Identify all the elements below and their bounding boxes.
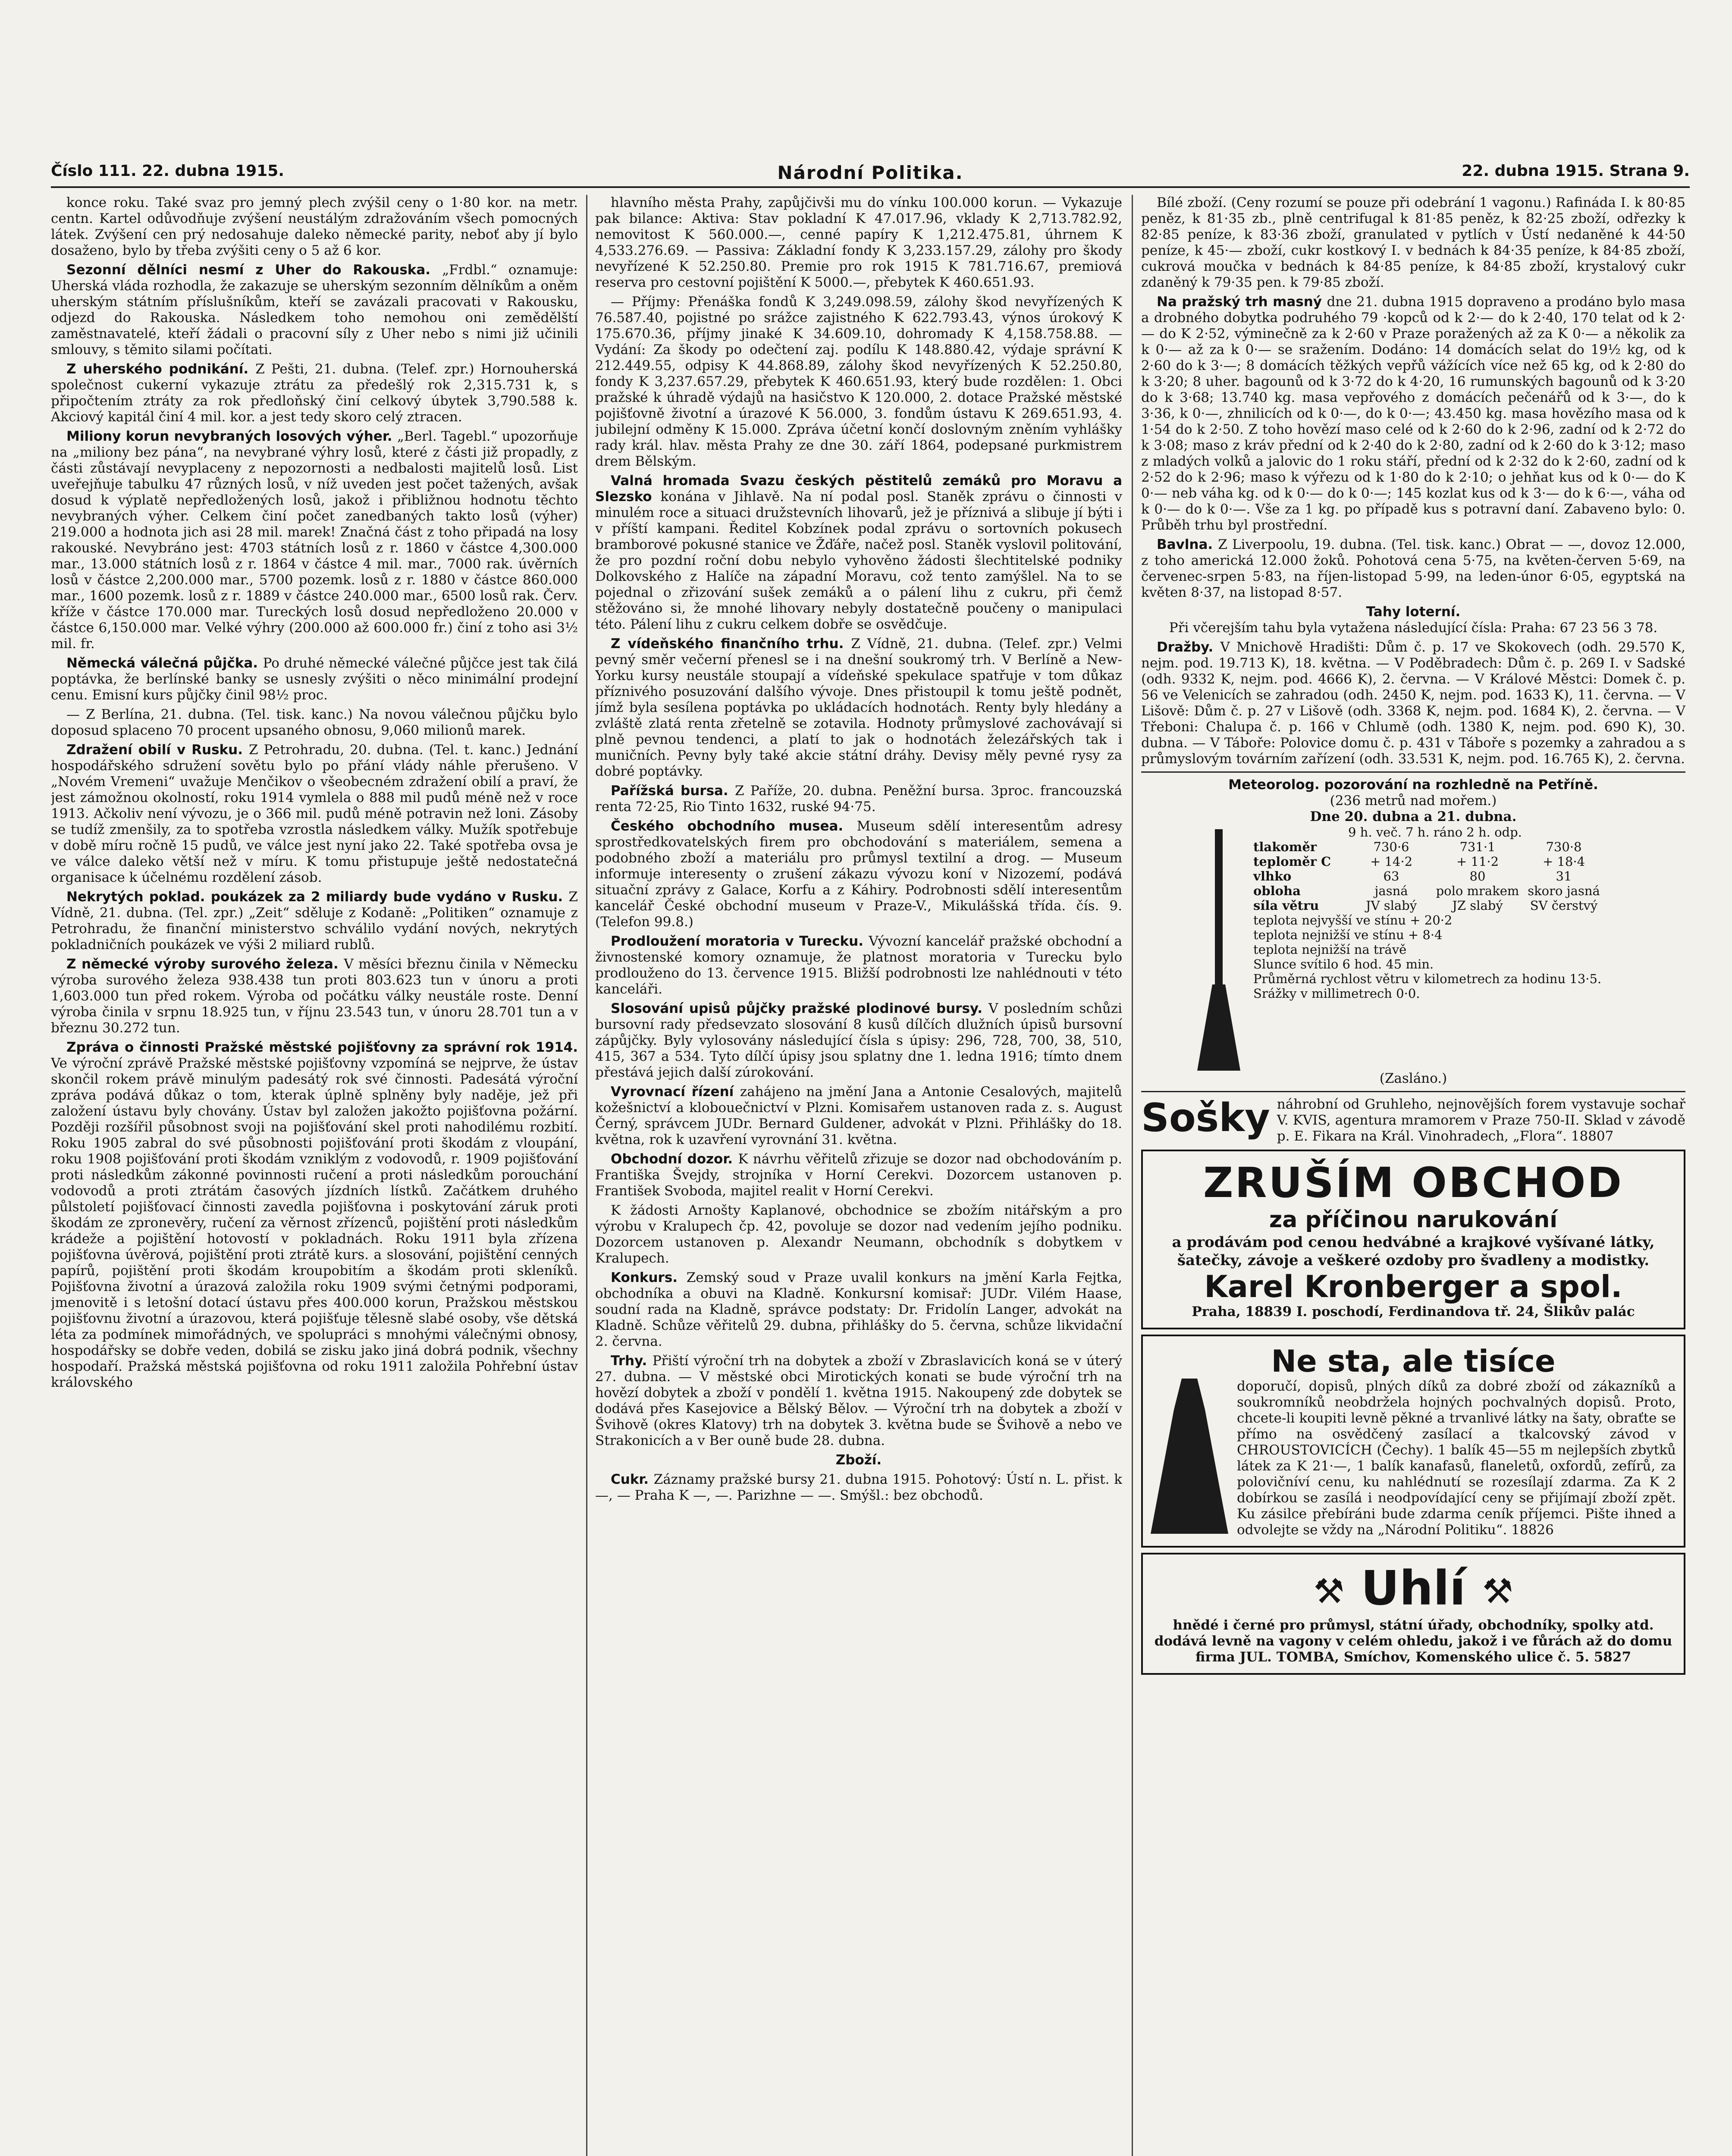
- article-paragraph: [595, 473, 1122, 633]
- article-heading: Sezonní dělníci nesmí z Uher do Rakouska.: [66, 262, 442, 278]
- article-paragraph: [1141, 537, 1685, 601]
- weather-row: oblohа jasná polo mrakem skoro jasná: [1253, 884, 1600, 898]
- article-text: Při včerejším tahu byla vytažena následující čísla: Praha: 67 23 56 3 78.: [1169, 620, 1658, 636]
- article-paragraph: [595, 636, 1122, 780]
- article-text: Z Pešti, 21. dubna. (Telef. zpr.) Hornouherská společnost cukerní vykazuje ztrátu za předešlý rok 2,315.731 k, s připočtením ztráty za rok předloňský činí celkový úbytek 3,790.588 k. Akciový kapitál činí 4 mil. kor. a jest tedy skoro celý ztracen.: [51, 361, 578, 425]
- ad-sosky: [1141, 1097, 1685, 1144]
- ad-nesta-text: doporučí, dopisů, plných díků za dobré zboží od zákazníků a soukromníků neobdržela hojných pochvalných dopisů. Proto, chcete-li koupiti levně pěkné a trvanlivé látky na šaty, obraťte se přímo na osvědčený zasílací a tkalcovský závod v CHROUSTOVICÍCH (Čechy). 1 balík 45—55 m nejlepších zbytků látek za K 21·—, 1 balík kanafasů, flaneletů, oxfordů, zefírů, za polovičníví cenu, ku nahlédnutí se rozesílají zdarma. Za K 2 dobírkou se zasílá i neodpovídající ceny se přijímají zboží zpět. Ku zásilce přebíráni bude zdarma ceník příjemci. Pište ihned a odvolejte se vždy na „Národní Politiku“. 18826: [1237, 1379, 1676, 1538]
- article-text: „Frdbl.“ oznamuje: Uherská vláda rozhodla, že zakazuje se uherským sezonním dělníkům a oněm uherským státním příslušníkům, kteří se zavázali pracovati v Rakousku, odjezd do Rakouska. Následkem toho nemohou oni zemědělští zaměstnavatelé, kteří žádali o pracovní síly z Uher nebo s nimi již učinili smlouvy, s těmito silami počítati.: [51, 262, 578, 357]
- article-paragraph: [51, 655, 578, 703]
- section-heading: Zboží.: [835, 1452, 882, 1468]
- article-text: Přiští výroční trh na dobytek a zboží v Zbraslavicích koná se v úterý 27. dubna. — V městské obci Mirotických konati se bude výroční trh na hovězí dobytek a zboží v pondělí 1. května 1915. Nakoupený zde dobytek se dodává přes Kasejovice a Bělský Bělov. — Výroční trh na dobytek a zboží v Švihově (okres Klatovy) trh na dobytek 3. května bude se Švihově a nebo ve Strakonicích a v Ber ouně bude 28. dubna.: [595, 1353, 1122, 1448]
- article-text: — Z Berlína, 21. dubna. (Tel. tisk. kanc.) Na novou válečnou půjčku bylo doposud splaceno 70 procent upsaného obnosu, 9,060 milionů marek.: [51, 707, 578, 738]
- article-text: V posledním schůzi bursovní rady předsevzato slosování 8 kusů dílčích dlužních úpisů bursovní zápůjčky. Byly vylosovány následující čísla s úpisy: 296, 728, 700, 38, 510, 415, 367 a 534. Tyto dílčí úpisy jsou splatny dne 1. ledna 1916; tímto dnem přestává jejich další zúrokování.: [595, 1001, 1122, 1080]
- weather-note: Srážky v millimetrech 0·0.: [1253, 986, 1420, 1001]
- article-paragraph: [51, 889, 578, 953]
- article-paragraph: [51, 956, 578, 1036]
- article-paragraph: [51, 429, 578, 652]
- article-heading: Pařížská bursa.: [611, 783, 735, 799]
- article-text: Bílé zboží. (Ceny rozumí se pouze při odebrání 1 vagonu.) Rafináda I. k 80·85 peněz, k 81·35 zb., plně centrifugal k 81·85 peněz, k 82·25 zboží, odřezky k 82·85 peníze, k 83·36 zboží, granulated v pytlích v Ústí nedaněné k 44·50 peníze, k 45·— zboží, cukr kostkový I. v bednách k 84·35 peníze, k 84·85 zboží, cukrová moučka v bednách k 84·85 peníze, k 84·85 zboží, krystalový cukr zdaněný k 79·35 pen. k 79·85 zboží.: [1141, 195, 1685, 290]
- ad-sosky-text: náhrobní od Gruhleho, nejnovějších forem vystavuje sochař V. KVIS, agentura mramorem v Praze 750-II. Sklad v závodě p. E. Fikara na Král. Vinohradech, „Flora“. 18807: [1277, 1097, 1685, 1144]
- article-heading: Zdražení obilí v Rusku.: [66, 742, 249, 758]
- article-paragraph: [595, 1353, 1122, 1449]
- article-text: „Berl. Tagebl.“ upozorňuje na „miliony bez pána“, na nevybrané výhry losů, které z části již propadly, z části zůstávají nevyplaceny z nepozornosti a nedbalosti majitelů losů. List uveřejňuje tabulku 47 různých losů, v níž uveden jest počet tažených, avšak dosud k výplatě nepředložených losů, jakož i přibližnou hodnotu těchto nevybraných výher. Celkem činí počet zanedbaných takto losů (výher) 219.000 a hodnota jich asi 28 mil. marek! Značná část z toho připadá na losy rakouské. Nevybráno jest: 4703 státních losů z r. 1860 v částce 4,300.000 mar., 13.000 státních losů z r. 1864 v částce 4 mil. mar., 7000 rak. úvěrních losů v částce 2,200.000 mar., 5700 pozemk. losů z r. 1880 v částce 860.000 mar., 1600 pozemk. losů z r. 1889 v částce 240.000 mar., 6500 losů rak. Červ. kříže v částce 170.000 mar. Tureckých losů dosud nepředloženo 20.000 v částce 6,150.000 mar. Velké výhry (200.000 až 600.000 fr.) činí z toho asi 3½ mil. fr.: [51, 429, 578, 652]
- date-page: 22. dubna 1915. Strana 9.: [1462, 162, 1690, 180]
- ad-zrusim-title: ZRUŠÍM OBCHOD: [1203, 1159, 1624, 1207]
- weather-note: teplota nejnižší na trávě: [1253, 942, 1407, 957]
- article-paragraph: [51, 742, 578, 886]
- article-heading: Trhy.: [611, 1353, 653, 1369]
- article-paragraph: [595, 783, 1122, 815]
- article-heading: Slosování upisů půjčky pražské plodinové bursy.: [611, 1001, 989, 1016]
- article-paragraph: [1141, 195, 1685, 291]
- article-paragraph: [595, 1001, 1122, 1081]
- hammer-pick-icon: ⚒: [1313, 1571, 1345, 1611]
- weather-date: Dne 20. dubna a 21. dubna.: [1310, 809, 1517, 824]
- weather-note: teplota nejvyšší ve stínu + 20·2: [1253, 913, 1453, 928]
- article-text: Z Vídně, 21. dubna. (Tel. zpr.) „Zeit“ sděluje z Kodaně: „Politiken“ oznamuje z Petrohradu, že finanční ministerstvo schválilo vydání nových, nekrytých pokladničních poukázek ve výši 2 miliard rublů.: [51, 889, 578, 953]
- article-text: zahájeno na jmění Jana a Antonie Cesalových, majitelů kožešnictví a klobouečnictví v Plzni. Komisařem ustanoven rada z. s. August Černý, správcem JUDr. Bernard Guldener, advokát v Plzni. Přihlášky do 18. května, rok k uzavření vyrovnání 31. května.: [595, 1084, 1122, 1147]
- masthead: Národní Politika.: [777, 162, 963, 183]
- weather-title: Meteorolog. pozorování na rozhledně na Petříně.: [1228, 777, 1598, 793]
- ad-uhli: [1141, 1553, 1685, 1675]
- ad-sosky-word: Sošky: [1141, 1095, 1270, 1141]
- article-heading: Valná hromada Svazu českých pěstitelů zemáků pro Moravu a Slezsko: [595, 473, 1122, 505]
- article-heading: Z německé výroby surového železa.: [66, 956, 344, 972]
- article-paragraph: [51, 1040, 578, 1391]
- article-heading: Na pražský trh masný: [1157, 294, 1327, 310]
- article-text: dne 21. dubna 1915 dopraveno a prodáno bylo masa a drobného dobytka podruhého 79 ·kopců od k 2·— do k 2·40, 170 telat od k 2·— do K 2·52, výminečně za k 2·60 v Praze poražených až za K 0·— a několik za k 0·— až za k 0·— se sražením. Dodáno: 14 domácích selat do 19½ kg, od k 2·60 do k 3·—; 8 domácích těžkých vepřů vážících více než 65 kg, od k 2·80 do k 3·20; 8 uher. bagounů od k 3·72 do k 4·20, 16 rumunských bagounů od k 3·20 do k 3·68; 13.740 kg. masa vepřového z domácích pečenářů od k 3·—, do k 3·36, k 0·—, zhnilicích od k 0·—, do k 0·—; 43.450 kg. masa hovězího masa od k 1·54 do k 2·50. Z toho hovězí maso celé od k 2·60 do k 2·96, zadní od k 2·72 do k 3·08; maso z kráv přední od k 2·40 do k 2·80, zadní od k 2·60 do k 3·12; maso z mladých volků a jalovic do 1 roku stáří, přední od k 2·32 do k 2·60, zadní od k 2·52 do k 2·96; maso k výřezu od k 1·80 do k 2·10; o jehňat kus od k 0·— do K 0·— neb váha kg. od k 0·— do k 0·—; 145 kozlat kus od k 3·— do k 6·—, váha od k 0·— do k 0·—. Vše za 1 kg. po případě kus s potravní daní. Zabaveno bylo: 0. Průběh trhu byl prostřední.: [1141, 294, 1685, 533]
- article-paragraph: [595, 294, 1122, 470]
- article-heading: Z vídeňského finančního trhu.: [611, 636, 851, 652]
- article-paragraph: [595, 1084, 1122, 1148]
- issue-number: Číslo 111. 22. dubna 1915.: [51, 162, 284, 180]
- article-text: konce roku. Také svaz pro jemný plech zvýšil ceny o 1·80 kor. na metr. centn. Kartel odůvodňuje zvýšení neustálým zdražováním všech pomocných látek. Zvýšení cen prý nedosahuje dalekо německé parity, neboť aby jí bylo dosaženo, bylo by třeba zvýšiti ceny o 5 až 6 kor.: [51, 195, 578, 258]
- article-paragraph: [595, 1203, 1122, 1266]
- article-text: K žádosti Arnošty Kaplanové, obchodnice se zbožím nitářským a pro výrobu v Kralupech čp. 42, povoluje se dozor nad vedením jejího podniku. Dozorcem ustanoven p. Alexandr Neumann, obchodník s dobytkem v Kralupech.: [595, 1203, 1122, 1266]
- article-paragraph: [595, 1151, 1122, 1199]
- article-text: K návrhu věřitelů zřizuje se dozor nad obchodováním p. Františka Švejdy, strojníka v Horní Cerekvi. Dozorcem ustanoven p. František Svoboda, majitel realit v Horní Cerekvi.: [595, 1151, 1122, 1199]
- weather-table: [1253, 825, 1685, 1001]
- article-text: Z Vídně, 21. dubna. (Telef. zpr.) Velmi pevný směr večerní přenesl se i na dnešní soukromý trh. V Berlíně a New-Yorku kursy neustále stoupají a vídeňské spekulace spatřuje v tom důkaz příznivého posuzování dalšího vývoje. Dnes přistoupil k tomu ještě podnět, jímž byla sesílena poptávka po ukládacích hodnotách. Renty byly hledány a zvláště zlatá renta zřetelně se zotavila. Hodnoty průmyslové zachovávají si plně pevnou tendenci, a platí to jak o hodnotách železářských tak i muničních. Pevny byly také akcie státní dráhy. Devisy měly pevné rysy za dobré poptávky.: [595, 636, 1122, 779]
- article-text: Ve výroční zprávě Pražské městské pojišťovny vzpomíná se nejprve, že ústav skončil rokem právě minulým padesátý rok své činnosti. Padesátá výroční zpráva podává důkaz o tom, kterak úplně splněny byly naděje, jež při založení ústavu byly chovány. Ústav byl založen jakožto pojišťovna požární. Později rozšířil působnost svoji na pojišťování skel proti nahodilému rozbití. Roku 1905 zabral do své působnosti pojišťování proti škodám z vloupání, roku 1908 pojišťování proti škodám vzniklým z vodovodů, r. 1909 pojišťování proti následkům zákonné povinnosti ručení a proti následkům porouchání vodovodů a proti ztrátám časových jízdních lístků. Začátkem druhého půlstoletí pojišťovací činnosti zavedla pojišťovna i poskytování záruk proti škodám ze zpronevěry, ručení za věrnost zřízenců, pojištění proti následkům krádeže a pojištění hotovostí v pokladnách. Roku 1911 byla zřízena pojišťovna úvěrová, pojištění proti ztrátě kurs. a slosování, pojištění cenných papírů, pojištění proti škodám kroupobitím a škodám proti skleníků. Pojišťovna životní a úrazová založila roku 1909 svými četnými podporami, jmenovitě i s letošní dotací ústavu přes 400.000 korun, Pražskou městskou pojišťovnu životní a úrazovou, která pojišťuje tělesně slabé osoby, vše dětská léta za podmínek mimořádných, ve spolupráci s mnohými válečnými obnosy, hospodářsky se dobře veden, dobilá se zisku jako jiná dobrá podnik, všechny hospodaří. Pražská městská pojišťovna od roku 1911 založila Pohřební ústav královského: [51, 1056, 578, 1390]
- weather-note: Slunce svítilo 6 hod. 45 min.: [1253, 957, 1434, 971]
- article-heading: Obchodní dozor.: [611, 1151, 738, 1167]
- article-paragraph: [595, 934, 1122, 997]
- article-heading: Nekrytých poklad. poukázek za 2 miliardy bude vydáno v Rusku.: [66, 889, 569, 905]
- article-text: Z Paříže, 20. dubna. Peněžní bursa. 3proc. francouzská renta 72·25, Rio Tinto 1632, ruské 94·75.: [595, 783, 1122, 815]
- article-paragraph: [1141, 294, 1685, 533]
- article-heading: Dražby.: [1157, 639, 1221, 655]
- ad-nesta-title: Ne sta, ale tisíce: [1271, 1344, 1556, 1379]
- article-heading: Cukr.: [611, 1472, 654, 1487]
- ad-firm-name: Karel Kronberger a spol.: [1204, 1269, 1622, 1304]
- weather-header-row: 9 h. več. 7 h. ráno 2 h. odp.: [1348, 825, 1522, 840]
- article-text: Po druhé německé válečné půjčce jest tak čilá poptávka, že berlínské banky se usnesly zvýšiti o něco minimální prodejní cenu. Emisní kurs půjčky činil 98½ proc.: [51, 655, 578, 703]
- article-paragraph: [51, 195, 578, 259]
- weather-note: teplota nejnižší ve stínu + 8·4: [1253, 928, 1443, 942]
- weather-row: teploměr C + 14·2 + 11·2 + 18·4: [1253, 854, 1585, 869]
- column-2: [595, 195, 1122, 2156]
- section-heading: Tahy loterní.: [1366, 604, 1461, 620]
- column-3: [1141, 195, 1685, 2156]
- article-paragraph: [595, 818, 1122, 930]
- zaslano: (Zasláno.): [1379, 1071, 1447, 1086]
- article-heading: Českého obchodního musea.: [611, 818, 857, 834]
- article-heading: Z uherského podnikání.: [66, 361, 256, 377]
- weather-report: [1141, 771, 1685, 1092]
- hammer-pick-icon: ⚒: [1482, 1571, 1513, 1611]
- article-paragraph: [595, 1472, 1122, 1504]
- article-paragraph: [51, 262, 578, 358]
- article-text: Vývozní kancelář pražské obchodní a živnostenské komory oznamuje, že platnost moratoria v Turecku bylo prodlouženo do 13. července 1915. Bližší podrobnosti lze nahlédnouti v této kanceláři.: [595, 934, 1122, 997]
- article-heading: Vyrovnací řízení: [611, 1084, 740, 1100]
- article-text: V Mnichově Hradišti: Dům č. p. 17 ve Skokovech (odh. 29.570 K, nejm. pod. 19.713 K), 18. května. — V Poděbradech: Dům č. p. 269 I. v Sadské (odh. 9332 K, nejm. pod. 4666 K), 2. června. — V Králové Městci: Domek č. p. 56 ve Velenicích se zahradou (odh. 2450 K, nejm. pod. 1633 K), 11. června. — V Lišově: Dům č. p. 27 v Lišově (odh. 3368 K, nejm. pod. 1684 K), 2. června. — V Třeboni: Chalupa č. p. 166 v Chlumě (odh. 1380 K, nejm. pod. 690 K), 30. dubna. — V Táboře: Polovice domu č. p. 431 v Táboře s pozemky a zahradou a s průmyslovým továrním zařízení (odh. 33.531 K, nejm. pod. 16.765 K), 2. června.: [1141, 639, 1685, 767]
- ad-uhli-title: Uhlí: [1361, 1561, 1466, 1616]
- ad-uhli-text: hnědé i černé pro průmysl, státní úřady, obchodníky, spolky atd. dodává levně na vagony v celém ohledu, jakož i ve fůrách až do domu firma JUL. TOMBA, Smíchov, Komenského ulice č. 5. 5827: [1154, 1617, 1672, 1665]
- weather-sub: (236 metrů nad mořem.): [1330, 793, 1497, 808]
- ad-zrusim-text: a prodávám pod cenou hedvábné a krajkové vyšívané látky, šatečky, závoje a veškeré ozdoby pro švadleny a modistky.: [1172, 1234, 1655, 1269]
- article-paragraph: [51, 361, 578, 425]
- ad-firm-address: Praha, 18839 I. poschodí, Ferdinandova tř. 24, Šlikův palác: [1192, 1304, 1635, 1319]
- weather-note: Průměrná rychlost větru v kilometrech za hodinu 13·5.: [1253, 971, 1602, 986]
- article-heading: Miliony korun nevybraných losových výher.: [66, 429, 397, 444]
- article-text: — Příjmy: Přenáška fondů K 3,249.098.59, zálohy škod nevyřízených K 76.587.40, pojistné po srážce zajistného K 622.793.43, výnos úrokový K 175.670.36, příjmy jinaké K 34.609.10, dohromady K 4,158.758.88. — Vydání: Za škody po odečtení zaj. podílu K 148.880.42, výdaje správní K 212.449.55, odpisy K 44.868.89, zálohy škod nevyřízených K 52.250.80, fondy K 3,237.657.29, přebytek K 460.651.93, který bude rozdělen: 1. Obci pražské k úhradě výdajů na hasičstvo K 120.000, 2. dotace Pražské městské pojišťovně životní a úrazové K 56.000, 3. fondům ústavu K 269.651.93, 4. jubilejní odměny K 15.000. Zpráva účetní končí doslovným zněním vyhlášky rady král. hlav. města Prahy ze dne 30. září 1864, podepsané purkmistrem drem Bělským.: [595, 294, 1122, 469]
- article-text: Záznamy pražské bursy 21. dubna 1915. Pohotový: Ústí n. L. přist. k —, — Praha K —, —. Parizhne — —. Smýšl.: bez obchodů.: [595, 1472, 1122, 1503]
- article-heading: Zpráva o činnosti Pražské městské pojišťovny za správní rok 1914.: [66, 1040, 578, 1055]
- article-heading: Konkurs.: [611, 1270, 687, 1285]
- article-heading: Prodloužení moratoria v Turecku.: [611, 934, 869, 949]
- ad-nesta: [1141, 1335, 1685, 1548]
- column-1: [51, 195, 578, 2156]
- ad-zrusim-sub: za příčinou narukování: [1269, 1207, 1558, 1233]
- newspaper-page: [51, 160, 1690, 2156]
- article-heading: Německá válečná půjčka.: [66, 655, 263, 671]
- article-text: Zemský soud v Praze uvalil konkurs na jmění Karla Fejtka, obchodníka a obuvi na Kladně. Konkursní komisař: JUDr. Vilém Haase, soudní rada na Kladně, správce podstaty: Dr. Fridolín Langer, advokát na Kladně. Schůze věřitelů 29. dubna, přihlášky do 5. června, schůze likvidační 2. června.: [595, 1270, 1122, 1349]
- article-text: hlavního města Prahy, zapůjčivši mu do vínku 100.000 korun. — Vykazuje pak bilance: Aktiva: Stav pokladní K 47.017.96, vklady K 2,713.782.92, nemovitost K 560.000.—, cenné papíry K 1,212.475.81, úhrnem K 4,533.276.69. — Passiva: Základní fondy K 3,233.157.29, zálohy pro škody nevyřízené K 52.250.80. Premie pro rok 1915 K 781.716.67, premiová reserva pro cestovní pojištění K 5000.—, přebytek K 460.651.93.: [595, 195, 1122, 290]
- ad-zrusim: [1141, 1150, 1685, 1329]
- article-heading: Bavlna.: [1157, 537, 1218, 552]
- page-header: [51, 160, 1690, 188]
- article-paragraph: [595, 1270, 1122, 1350]
- petrin-tower-icon: [1193, 829, 1245, 1071]
- article-text: Museum sdělí interesentům adresy sprostředkovatelských firem pro obchodování s materiálem, semena a podobného zboží a materiálu pro průmysl textilní a drog. — Museum informuje interesenty o zrušení zákazu vývozu koní v Nizozemí, podává situační zprávy z Galace, Korfu a z Káhiry. Podrobnosti sdělí interesentům kancelář České obchodní museum v Praze-V., Mikulášská třída. čís. 9. (Telefon 99.8.): [595, 818, 1122, 930]
- article-text: Z Liverpoolu, 19. dubna. (Tel. tisk. kanc.) Obrat — —, dovoz 12.000, z toho americká 12.000 žoků. Pohotová cena 5·75, na květen-červen 5·69, na červenec-srpen 5·83, na říjen-listopad 5·99, na leden-únor 6·05, egyptská na květen 8·37, na listopad 8·57.: [1141, 537, 1685, 600]
- article-paragraph: [1141, 639, 1685, 767]
- article-paragraph: [1141, 604, 1685, 636]
- article-text: Z Petrohradu, 20. dubna. (Tel. t. kanc.) Jednání hospodářského sdružení sovětu bylo po přání vlády náhle přerušeno. V „Novém Vremeni“ uvažuje Menčikov o všeobecném zdražení obilí a praví, že jest zámožnou okolností, roku 1914 vymlela o 888 mil pudů méně než v roce 1913. Ačkoliv není vývozu, je o 366 mil. pudů méně potravin než loni. Zásoby se tudíž zmenšily, za to spotřeba vzrostla následkem války. Mužík spotřebuje v době míru ročně 15 pudů, ve válce jest nyní jako 22. Také spotřeba ovsa je ve válce daleko větší než v míru. K tomu přistupuje ještě nedostatečná organisace k účelnému rozdělení zásob.: [51, 742, 578, 885]
- article-text: V měsíci březnu činila v Německu výroba surového železa 938.438 tun proti 803.623 tun v únoru a proti 1,603.000 tun před rokem. Výroba od počátku války neustále roste. Denní výroba činila v srpnu 18.925 tun, v říjnu 23.543 tun, v únoru 28.701 tun a v březnu 30.272 tun.: [51, 956, 578, 1036]
- article-paragraph: [595, 1452, 1122, 1468]
- article-paragraph: [51, 707, 578, 739]
- article-text: konána v Jihlavě. Na ní podal posl. Staněk zprávu o činnosti v minulém roce a situaci družstevních lihovarů, jež je příznivá a slibuje jí býti i v příští kampani. Ředitel Kobzínek podal zprávu o sortovních pokusech bramborové pokusné stanice ve Žďáře, načež posl. Staněk vyslovil politování, že pro pozdní roční dobu nebylo vyhověno žádosti šlechtitelské podniky Dolkovského z Halíče na západní Moravu, což tento zamýšlel. Na to se pojednal o zřizování sušek zemáků a o pálení lihu z cukru, při čemž stěžováno si, že mnohé lihovary nebyly dostatečně poučeny o manipulaci této. Pálení lihu z cukru celkem dobře se osvědčuje.: [595, 489, 1122, 632]
- weather-row: vlhko 63 80 31: [1253, 869, 1572, 884]
- weather-row: síla větru JV slabý JZ slabý SV čerstvý: [1253, 898, 1598, 913]
- weather-row: tlakoměr 730·6 731·1 730·8: [1253, 840, 1582, 854]
- article-paragraph: [595, 195, 1122, 291]
